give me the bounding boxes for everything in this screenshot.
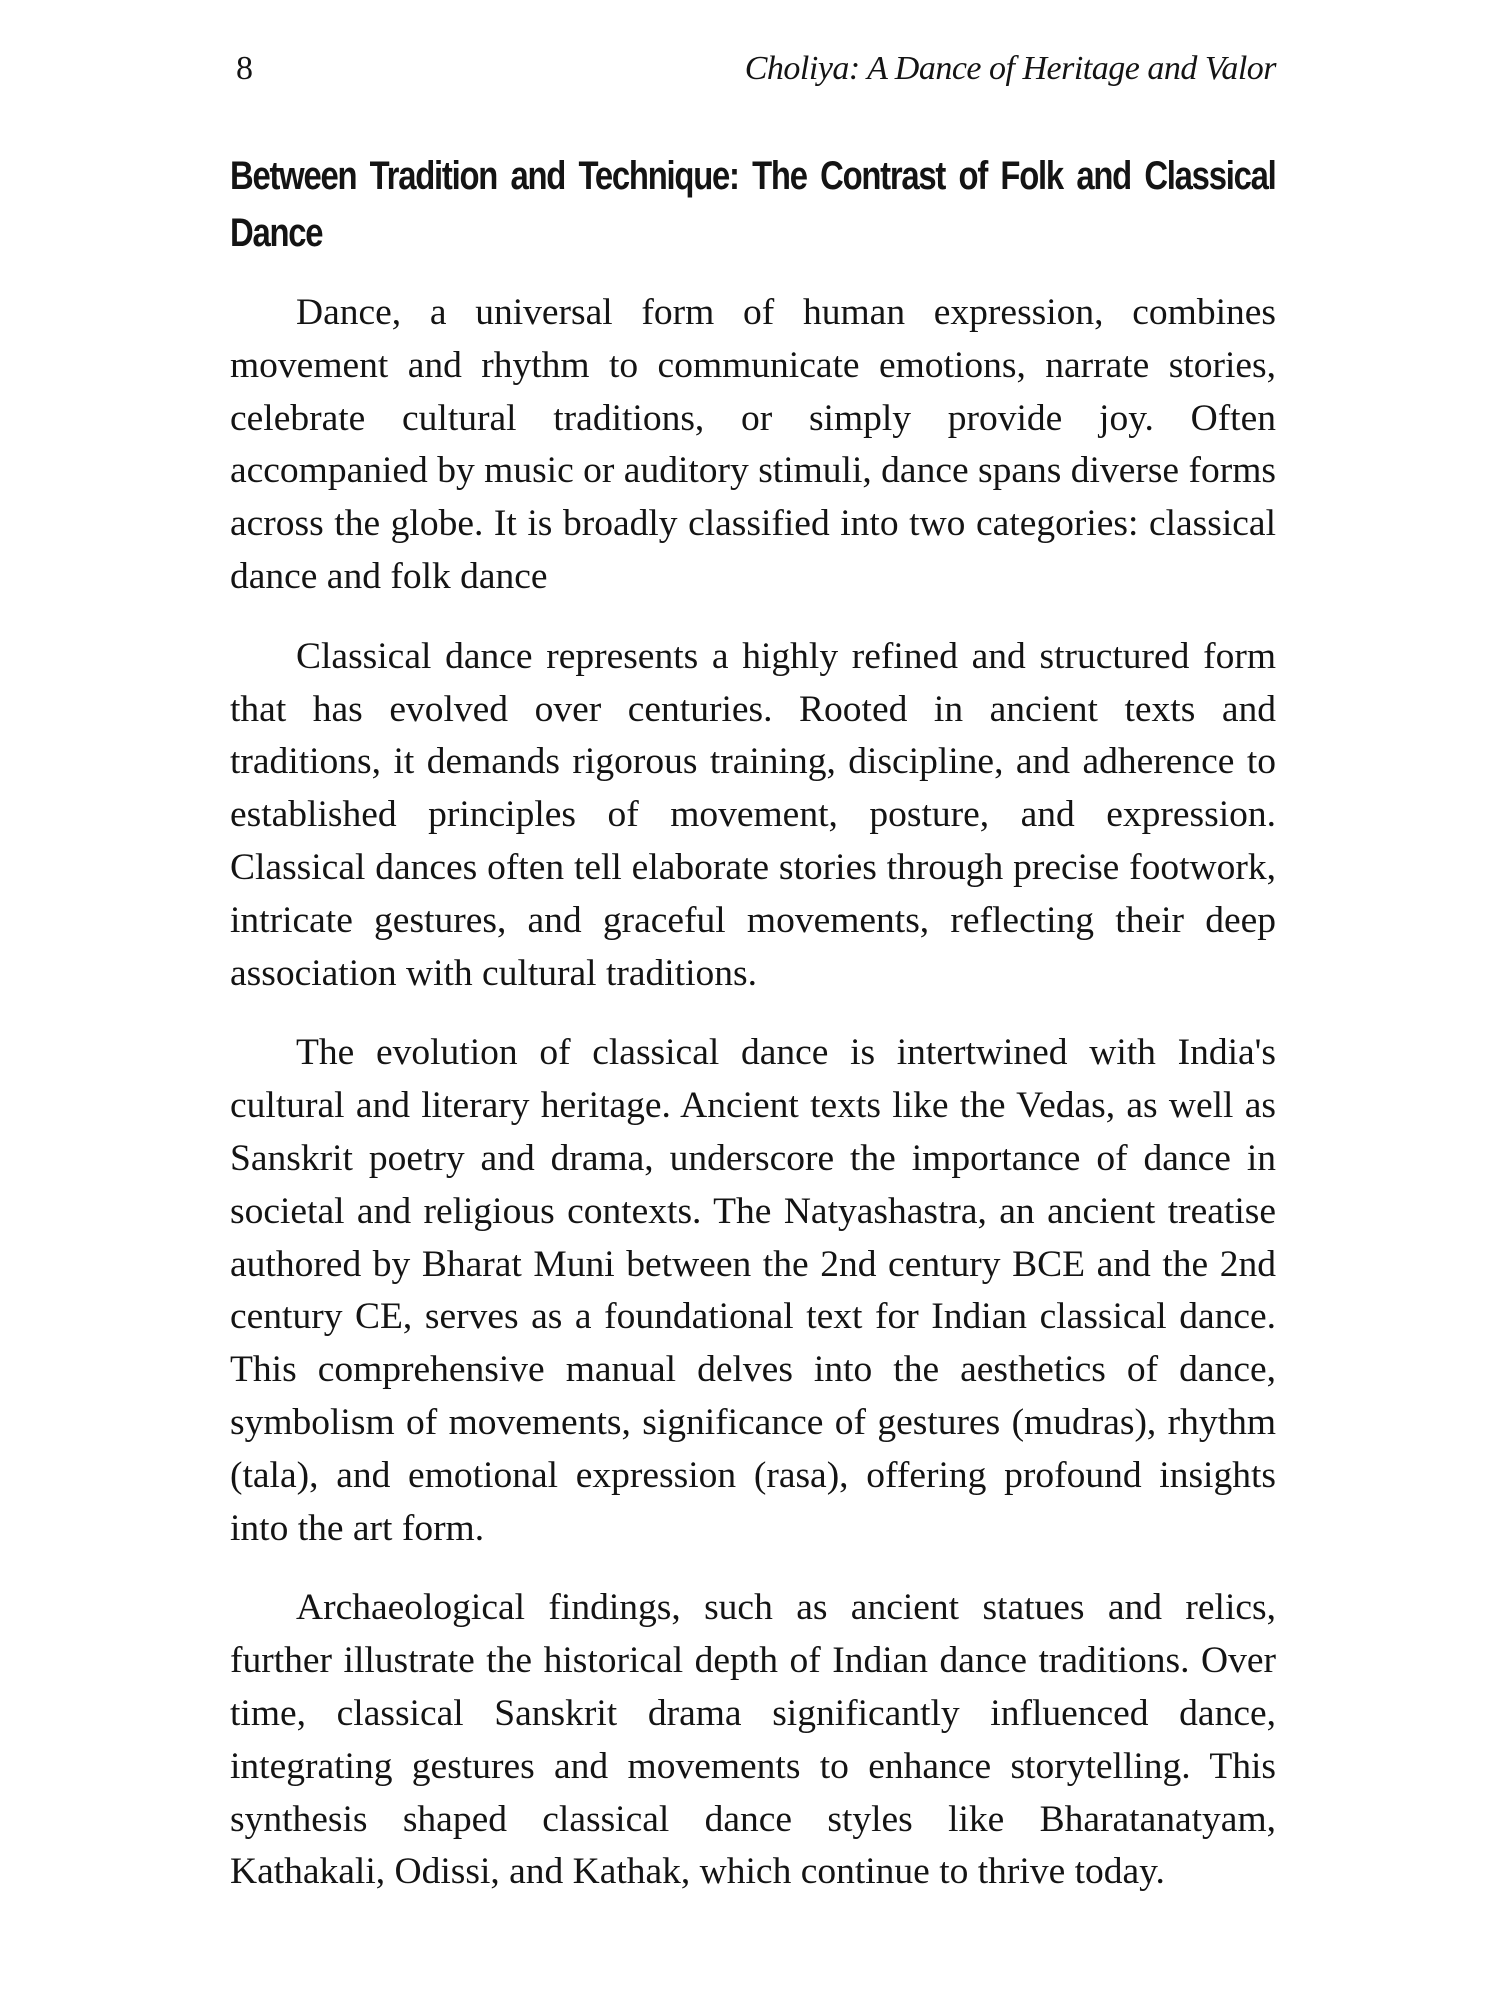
paragraph: Archaeological findings, such as ancient statues and relics, further illustrate the historical depth of Indian dance traditions. Over time, classical Sanskrit drama significantly influenced dance, integrating gestures and movements to enhance storytelling. This synthesis shaped classical dance styles like Bharatanatyam, Kathakali, Odissi, and Kathak, which continue to thrive today. xyxy=(230,1587,1276,1893)
page-number: 8 xyxy=(236,50,253,87)
paragraph: Dance, a universal form of human expression, combines movement and rhythm to communicate emotions, narrate stories, celebrate cultural traditions, or simply provide joy. Often accompanied by music or auditory stimuli, dance spans diverse forms across the globe. It is broadly classified into two categories: classical dance and folk dance xyxy=(230,292,1276,597)
paragraph: Classical dance represents a highly refined and structured form that has evolved over centuries. Rooted in ancient texts and traditions, it demands rigorous training, discipline, and adherence to established principles of movement, posture, and expression. Classical dances often tell elaborate stories through precise footwork, intricate gestures, and graceful movements, reflecting their deep association with cultural traditions. xyxy=(230,635,1276,994)
section-title: Between Tradition and Technique: The Contrast of Folk and Classical Dance xyxy=(230,154,1276,255)
running-title: Choliya: A Dance of Heritage and Valor xyxy=(744,50,1276,87)
body-text xyxy=(230,287,1276,1926)
page-header xyxy=(230,50,1276,100)
paragraph: The evolution of classical dance is intertwined with India's cultural and literary heritage. Ancient texts like the Vedas, as well as Sanskrit poetry and drama, underscore the importance of dance in societal and religious contexts. The Natyashastra, an ancient treatise authored by Bharat Muni between the 2nd century BCE and the 2nd century CE, serves as a foundational text for Indian classical dance. This comprehensive manual delves into the aesthetics of dance, symbolism of movements, significance of gestures (mudras), rhythm (tala), and emotional expression (rasa), offering profound insights into the art form. xyxy=(230,1032,1276,1549)
